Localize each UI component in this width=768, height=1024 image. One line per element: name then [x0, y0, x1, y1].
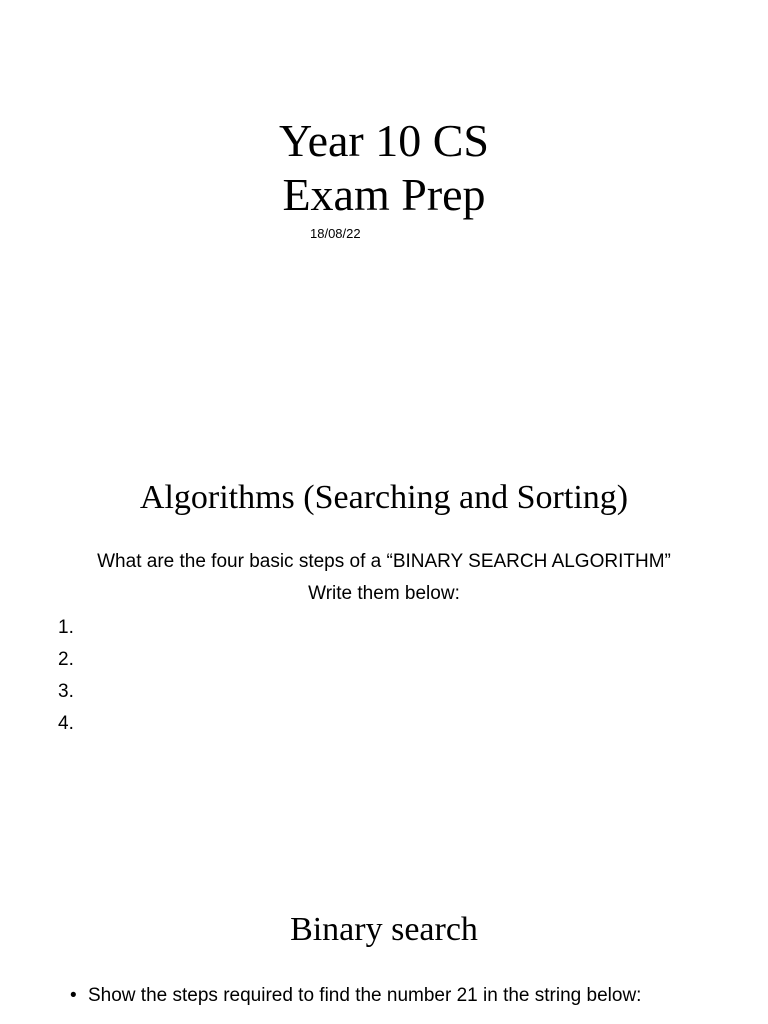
bullet-text: Show the steps required to find the number 21 in the string below:	[88, 985, 642, 1006]
step-item-4: 4.	[58, 713, 74, 734]
step-item-3: 3.	[58, 681, 74, 702]
title-line-1: Year 10 CS	[278, 115, 490, 166]
question-line-2: Write them below:	[308, 583, 460, 604]
step-item-1: 1.	[58, 617, 74, 638]
binary-search-bullets	[70, 980, 760, 1012]
binary-search-heading: Binary search	[290, 911, 478, 948]
title-line-2: Exam Prep	[282, 169, 486, 220]
question-line-1: What are the four basic steps of a “BINARY SEARCH ALGORITHM”	[97, 551, 671, 572]
bullet-dot-icon: •	[70, 985, 77, 1006]
algorithms-heading: Algorithms (Searching and Sorting)	[139, 479, 629, 516]
step-item-2: 2.	[58, 649, 74, 670]
page-title	[0, 114, 768, 222]
date-label: 18/08/22	[310, 226, 361, 241]
binary-search-question	[0, 546, 768, 610]
bullet-item	[70, 980, 760, 1012]
steps-list	[58, 612, 74, 740]
